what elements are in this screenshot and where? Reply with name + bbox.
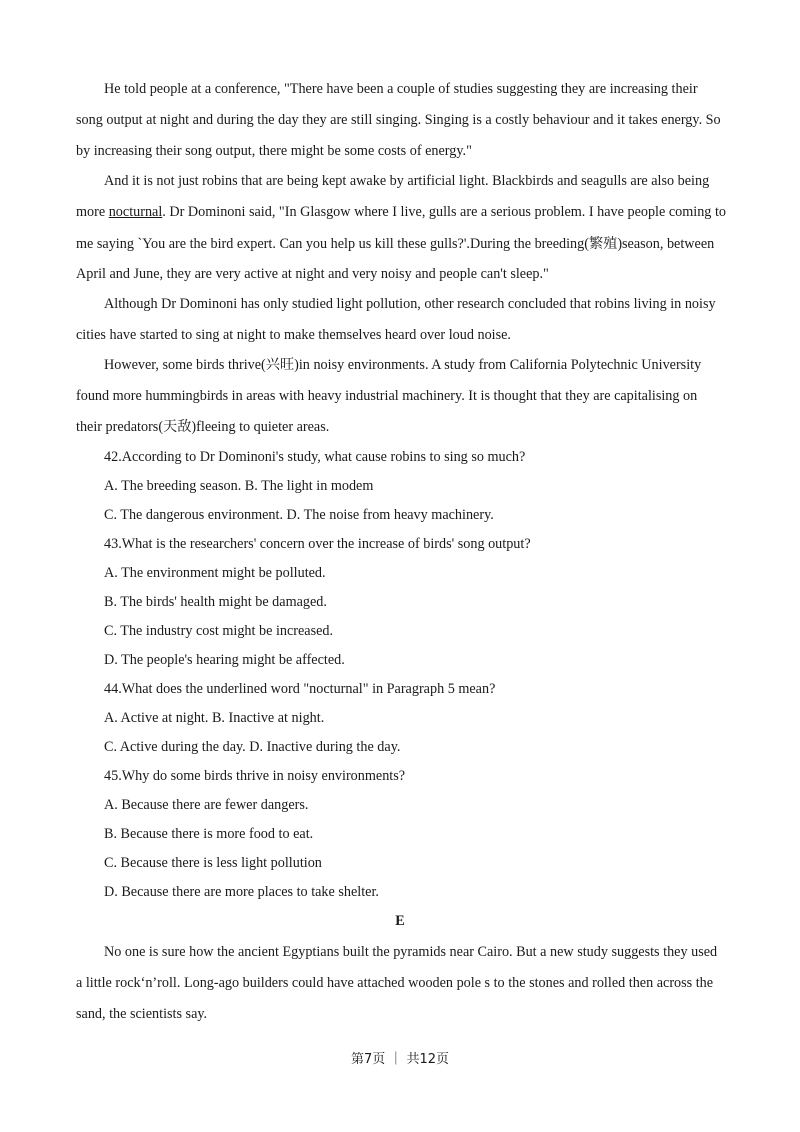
paragraph-line: found more hummingbirds in areas with heavy industrial machinery. It is thought that they are capitalising on (76, 388, 698, 404)
question-stem: 42.According to Dr Dominoni's study, what cause robins to sing so much? (104, 449, 526, 465)
paragraph-line: sand, the scientists say. (76, 1006, 208, 1022)
question-option: D. The people's hearing might be affected. (104, 652, 345, 668)
question-option: C. The dangerous environment. D. The noise from heavy machinery. (104, 507, 494, 523)
paragraph-line: a little rock‘n’roll. Long-ago builders could have attached wooden pole s to the stones and rolled then across the (76, 975, 714, 991)
paragraph-line: Although Dr Dominoni has only studied light pollution, other research concluded that robins living in noisy (104, 296, 716, 312)
paragraph-line: their predators(天敌)fleeing to quieter areas. (76, 419, 330, 435)
paragraph-line: No one is sure how the ancient Egyptians built the pyramids near Cairo. But a new study suggests they used (104, 944, 718, 960)
question-option: C. The industry cost might be increased. (104, 623, 334, 639)
paragraph-line: cities have started to sing at night to make themselves heard over loud noise. (76, 327, 511, 343)
question-option: A. The breeding season. B. The light in modem (104, 478, 374, 494)
question-stem: 43.What is the researchers' concern over the increase of birds' song output? (104, 536, 531, 552)
paragraph-line: by increasing their song output, there might be some costs of energy." (76, 143, 472, 159)
question-option: C. Because there is less light pollution (104, 855, 322, 871)
text-segment: . Dr Dominoni said, "In Glasgow where I live, gulls are a serious problem. I have people coming to (162, 204, 726, 220)
question-option: A. Because there are fewer dangers. (104, 797, 309, 813)
question-option: A. Active at night. B. Inactive at night. (104, 710, 325, 726)
paragraph-line: April and June, they are very active at night and very noisy and people can't sleep." (76, 266, 549, 282)
text-segment: more (76, 204, 109, 220)
paragraph-line: song output at night and during the day they are still singing. Singing is a costly behaviour and it takes energy. So (76, 112, 721, 128)
underlined-word: nocturnal (108, 204, 163, 220)
question-stem: 45.Why do some birds thrive in noisy environments? (104, 768, 406, 784)
question-option: D. Because there are more places to take shelter. (104, 884, 379, 900)
page-number: 第7页 ｜ 共12页 (350, 1052, 450, 1067)
paragraph-line: He told people at a conference, "There have been a couple of studies suggesting they are increasing their (104, 81, 698, 97)
question-stem: 44.What does the underlined word "nocturnal" in Paragraph 5 mean? (104, 681, 496, 697)
question-option: C. Active during the day. D. Inactive during the day. (104, 739, 401, 755)
section-heading: E (395, 913, 405, 929)
paragraph-line: me saying `You are the bird expert. Can you help us kill these gulls?'.During the breeding(繁殖)season, between (76, 236, 715, 252)
question-option: B. The birds' health might be damaged. (104, 594, 327, 610)
paragraph-line (76, 203, 736, 221)
question-option: A. The environment might be polluted. (104, 565, 326, 581)
question-option: B. Because there is more food to eat. (104, 826, 314, 842)
paragraph-line: And it is not just robins that are being kept awake by artificial light. Blackbirds and seagulls are also being (104, 173, 710, 189)
paragraph-line: However, some birds thrive(兴旺)in noisy environments. A study from California Polytechnic University (104, 357, 702, 373)
